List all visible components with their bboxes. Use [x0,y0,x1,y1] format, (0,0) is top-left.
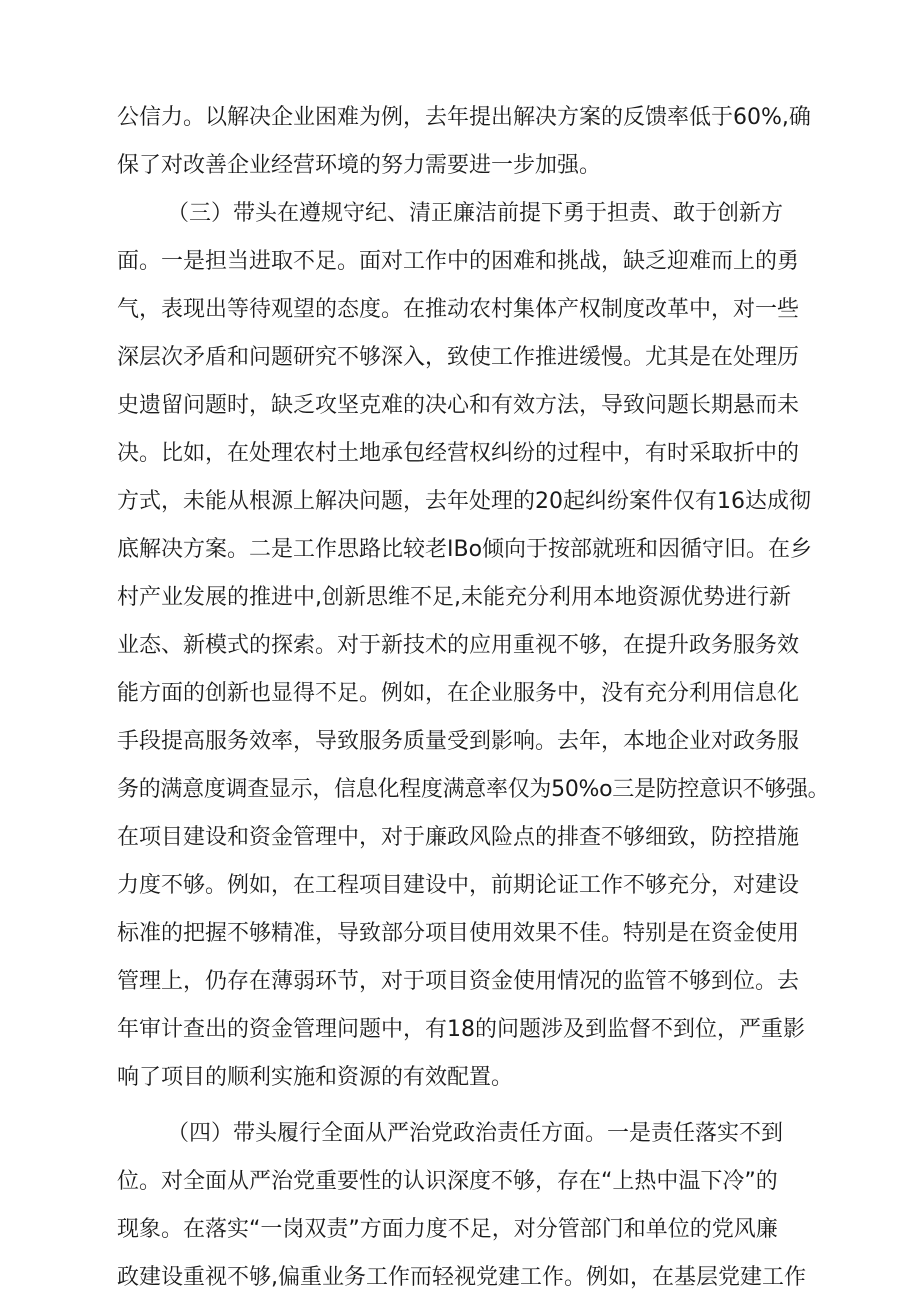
text-line: 位。对全面从严治党重要性的认识深度不够，存在“上热中温下冷”的 [117,1169,778,1194]
text-line: 务的满意度调查显示，信息化程度满意率仅为50%o三是防控意识不够强。 [117,777,830,802]
section-heading-4: （四）带头履行全面从严治党政治责任方面。一是责任落实不到 [167,1121,784,1146]
text-line: 标准的把握不够精准，导致部分项目使用效果不佳。特别是在资金使用 [117,921,800,946]
text-line: 方式，未能从根源上解决问题，去年处理的20起纠纷案件仅有16达成彻 [117,489,811,514]
section-heading-3: （三）带头在遵规守纪、清正廉洁前提下勇于担责、敢于创新方 [167,201,784,226]
text-line: 力度不够。例如，在工程项目建设中，前期论证工作不够充分，对建设 [117,873,800,898]
text-line: 决。比如，在处理农村土地承包经营权纠纷的过程中，有时采取折中的 [117,441,800,466]
text-line: 深层次矛盾和问题研究不够深入，致使工作推进缓慢。尤其是在处理历 [117,345,800,370]
text-line: 能方面的创新也显得不足。例如，在企业服务中，没有充分利用信息化 [117,681,800,706]
text-line: 现象。在落实“一岗双责”方面力度不足，对分管部门和单位的党风廉 [117,1217,778,1242]
text-line: 业态、新模式的探索。对于新技术的应用重视不够，在提升政务服务效 [117,633,800,658]
text-line: 政建设重视不够,偏重业务工作而轻视党建工作。例如，在基层党建工作 [117,1265,806,1290]
text-line: 响了项目的顺利实施和资源的有效配置。 [117,1065,514,1090]
text-line: 在项目建设和资金管理中，对于廉政风险点的排查不够细致，防控措施 [117,825,800,850]
text-line: 公信力。以解决企业困难为例，去年提出解决方案的反馈率低于60%,确 [117,105,811,130]
text-line: 手段提高服务效率，导致服务质量受到影响。去年，本地企业对政务服 [117,729,800,754]
text-line: 年审计查出的资金管理问题中，有18的问题涉及到监督不到位，严重影 [117,1017,805,1042]
text-line: 史遗留问题时，缺乏攻坚克难的决心和有效方法，导致问题长期悬而未 [117,393,800,418]
text-line: 管理上，仍存在薄弱环节，对于项目资金使用情况的监管不够到位。去 [117,969,800,994]
text-line: 面。一是担当进取不足。面对工作中的困难和挑战，缺乏迎难而上的勇 [117,249,800,274]
document-page [117,94,829,1302]
text-line: 保了对改善企业经营环境的努力需要进一步加强。 [117,153,602,178]
text-line: 村产业发展的推进中,创新思维不足,未能充分利用本地资源优势进行新 [117,585,791,610]
text-line: 底解决方案。二是工作思路比较老IBo倾向于按部就班和因循守旧。在乡 [117,537,813,562]
text-line: 气，表现出等待观望的态度。在推动农村集体产权制度改革中，对一些 [117,297,800,322]
